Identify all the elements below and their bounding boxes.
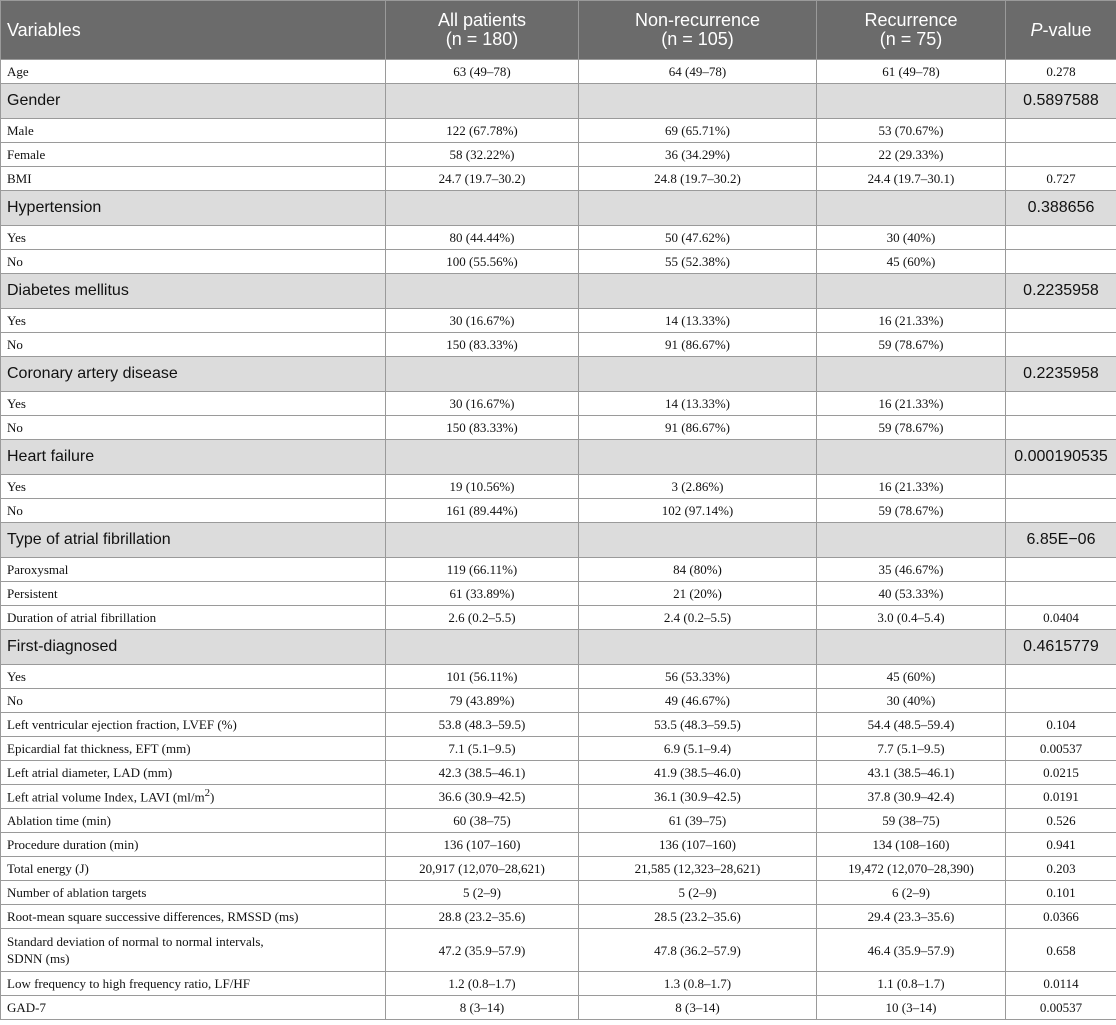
row-label: Yes [1, 665, 386, 689]
row-label: Paroxysmal [1, 558, 386, 582]
row-hypertension-yes [1, 226, 1116, 250]
row-cad-no [1, 416, 1116, 440]
cell-rec: 7.7 (5.1–9.5) [817, 737, 1006, 761]
cell-p: 0.101 [1006, 881, 1116, 905]
cell-nonrec: 64 (49–78) [579, 60, 817, 84]
cell-all: 8 (3–14) [386, 996, 579, 1020]
cell-p [1006, 226, 1116, 250]
cell-rec: 29.4 (23.3–35.6) [817, 905, 1006, 929]
cell-p [1006, 475, 1116, 499]
header-all-n: (n = 180) [445, 29, 519, 49]
row-label: Duration of atrial fibrillation [1, 606, 386, 630]
header-non-recurrence [579, 1, 817, 60]
cell-nonrec: 8 (3–14) [579, 996, 817, 1020]
cell-p [1006, 143, 1116, 167]
lavi-label-main: Left atrial volume Index, LAVI (ml/m [7, 789, 205, 805]
row-age [1, 60, 1116, 84]
cell-nonrec: 36 (34.29%) [579, 143, 817, 167]
section-p: 0.000190535 [1006, 440, 1116, 475]
row-label: Female [1, 143, 386, 167]
cell-p: 0.203 [1006, 857, 1116, 881]
cell-all: 47.2 (35.9–57.9) [386, 929, 579, 972]
row-gender-male [1, 119, 1116, 143]
section-label: Heart failure [1, 440, 386, 475]
cell-all: 61 (33.89%) [386, 582, 579, 606]
header-rec-title: Recurrence [864, 10, 958, 30]
row-procedure-duration [1, 833, 1116, 857]
cell-p: 0.0191 [1006, 785, 1116, 809]
header-all-title: All patients [437, 10, 527, 30]
cell-p [1006, 250, 1116, 274]
section-label: Diabetes mellitus [1, 274, 386, 309]
cell-nonrec: 5 (2–9) [579, 881, 817, 905]
section-hypertension [1, 191, 1116, 226]
row-label: Yes [1, 475, 386, 499]
row-af-paroxysmal [1, 558, 1116, 582]
row-fd-yes [1, 665, 1116, 689]
cell-nonrec: 24.8 (19.7–30.2) [579, 167, 817, 191]
cell-all: 161 (89.44%) [386, 499, 579, 523]
cell-p: 0.0404 [1006, 606, 1116, 630]
cell-all: 136 (107–160) [386, 833, 579, 857]
row-label: Yes [1, 226, 386, 250]
cell-rec: 19,472 (12,070–28,390) [817, 857, 1006, 881]
cell-nonrec: 56 (53.33%) [579, 665, 817, 689]
row-label: Ablation time (min) [1, 809, 386, 833]
row-label: Total energy (J) [1, 857, 386, 881]
row-gender-female [1, 143, 1116, 167]
header-nonrec-n: (n = 105) [661, 29, 734, 49]
cell-all: 20,917 (12,070–28,621) [386, 857, 579, 881]
cell-rec: 16 (21.33%) [817, 392, 1006, 416]
cell-all: 101 (56.11%) [386, 665, 579, 689]
row-label: No [1, 250, 386, 274]
table-header [1, 1, 1116, 60]
row-label: Left ventricular ejection fraction, LVEF (%) [1, 713, 386, 737]
cell-p [1006, 582, 1116, 606]
row-eft [1, 737, 1116, 761]
cell-rec: 16 (21.33%) [817, 475, 1006, 499]
cell-p: 0.00537 [1006, 737, 1116, 761]
row-label: No [1, 416, 386, 440]
cell-nonrec: 91 (86.67%) [579, 333, 817, 357]
cell-all: 36.6 (30.9–42.5) [386, 785, 579, 809]
cell-all: 150 (83.33%) [386, 416, 579, 440]
cell-rec: 61 (49–78) [817, 60, 1006, 84]
row-af-persistent [1, 582, 1116, 606]
row-lad [1, 761, 1116, 785]
section-label: Gender [1, 84, 386, 119]
cell-rec: 10 (3–14) [817, 996, 1006, 1020]
cell-nonrec: 2.4 (0.2–5.5) [579, 606, 817, 630]
cell-rec: 59 (78.67%) [817, 416, 1006, 440]
row-label [1, 785, 386, 809]
header-p-value [1006, 1, 1116, 60]
cell-all: 53.8 (48.3–59.5) [386, 713, 579, 737]
row-hf-yes [1, 475, 1116, 499]
header-all-patients [386, 1, 579, 60]
cell-nonrec: 69 (65.71%) [579, 119, 817, 143]
cell-p: 0.941 [1006, 833, 1116, 857]
section-label: Type of atrial fibrillation [1, 523, 386, 558]
cell-p: 0.278 [1006, 60, 1116, 84]
section-p: 0.2235958 [1006, 357, 1116, 392]
cell-nonrec: 102 (97.14%) [579, 499, 817, 523]
header-recurrence [817, 1, 1006, 60]
cell-p: 0.0114 [1006, 972, 1116, 996]
section-label: Coronary artery disease [1, 357, 386, 392]
cell-nonrec: 21 (20%) [579, 582, 817, 606]
cell-nonrec: 1.3 (0.8–1.7) [579, 972, 817, 996]
cell-p [1006, 499, 1116, 523]
cell-p [1006, 309, 1116, 333]
row-hf-no [1, 499, 1116, 523]
cell-rec: 59 (78.67%) [817, 499, 1006, 523]
row-label: Low frequency to high frequency ratio, LF/HF [1, 972, 386, 996]
cell-rec: 24.4 (19.7–30.1) [817, 167, 1006, 191]
cell-nonrec: 61 (39–75) [579, 809, 817, 833]
cell-rec: 30 (40%) [817, 689, 1006, 713]
cell-rec: 30 (40%) [817, 226, 1006, 250]
row-lavi [1, 785, 1116, 809]
cell-rec: 54.4 (48.5–59.4) [817, 713, 1006, 737]
cell-rec: 1.1 (0.8–1.7) [817, 972, 1006, 996]
cell-rec: 16 (21.33%) [817, 309, 1006, 333]
row-label: No [1, 499, 386, 523]
cell-rec: 59 (78.67%) [817, 333, 1006, 357]
cell-p [1006, 119, 1116, 143]
cell-all: 1.2 (0.8–1.7) [386, 972, 579, 996]
cell-rec: 6 (2–9) [817, 881, 1006, 905]
row-lvef [1, 713, 1116, 737]
cell-all: 119 (66.11%) [386, 558, 579, 582]
section-diabetes [1, 274, 1116, 309]
cell-rec: 3.0 (0.4–5.4) [817, 606, 1006, 630]
cell-p [1006, 416, 1116, 440]
row-hypertension-no [1, 250, 1116, 274]
cell-all: 58 (32.22%) [386, 143, 579, 167]
cell-p: 0.00537 [1006, 996, 1116, 1020]
section-gender [1, 84, 1116, 119]
section-label: Hypertension [1, 191, 386, 226]
cell-nonrec: 3 (2.86%) [579, 475, 817, 499]
cell-nonrec: 14 (13.33%) [579, 392, 817, 416]
cell-all: 30 (16.67%) [386, 392, 579, 416]
cell-all: 42.3 (38.5–46.1) [386, 761, 579, 785]
row-label: Epicardial fat thickness, EFT (mm) [1, 737, 386, 761]
row-label [1, 929, 386, 972]
sdnn-label-line2: SDNN (ms) [7, 951, 70, 966]
row-lf-hf [1, 972, 1116, 996]
row-total-energy [1, 857, 1116, 881]
cell-p: 0.0366 [1006, 905, 1116, 929]
cell-p [1006, 333, 1116, 357]
lavi-label-sup: 2 [204, 787, 211, 800]
cell-p: 0.526 [1006, 809, 1116, 833]
row-label: Left atrial diameter, LAD (mm) [1, 761, 386, 785]
row-label: Male [1, 119, 386, 143]
cell-nonrec: 47.8 (36.2–57.9) [579, 929, 817, 972]
cell-p [1006, 689, 1116, 713]
row-rmssd [1, 905, 1116, 929]
cell-rec: 46.4 (35.9–57.9) [817, 929, 1006, 972]
cell-all: 79 (43.89%) [386, 689, 579, 713]
row-label: Yes [1, 392, 386, 416]
section-p: 0.2235958 [1006, 274, 1116, 309]
row-af-duration [1, 606, 1116, 630]
cell-rec: 59 (38–75) [817, 809, 1006, 833]
cell-all: 63 (49–78) [386, 60, 579, 84]
cell-rec: 45 (60%) [817, 250, 1006, 274]
row-label: BMI [1, 167, 386, 191]
section-p: 0.388656 [1006, 191, 1116, 226]
section-heart-failure [1, 440, 1116, 475]
cell-rec: 134 (108–160) [817, 833, 1006, 857]
cell-p: 0.658 [1006, 929, 1116, 972]
cell-p: 0.104 [1006, 713, 1116, 737]
section-p: 0.5897588 [1006, 84, 1116, 119]
sdnn-label-line1: Standard deviation of normal to normal intervals, [7, 934, 264, 949]
cell-nonrec: 136 (107–160) [579, 833, 817, 857]
row-label: No [1, 333, 386, 357]
row-fd-no [1, 689, 1116, 713]
row-label: Persistent [1, 582, 386, 606]
row-sdnn [1, 929, 1116, 972]
cell-rec: 40 (53.33%) [817, 582, 1006, 606]
cell-rec: 45 (60%) [817, 665, 1006, 689]
row-label: Root-mean square successive differences, RMSSD (ms) [1, 905, 386, 929]
cell-p [1006, 392, 1116, 416]
cell-all: 28.8 (23.2–35.6) [386, 905, 579, 929]
row-ablation-time [1, 809, 1116, 833]
cell-nonrec: 84 (80%) [579, 558, 817, 582]
cell-all: 60 (38–75) [386, 809, 579, 833]
cell-p [1006, 665, 1116, 689]
cell-nonrec: 55 (52.38%) [579, 250, 817, 274]
cell-p: 0.727 [1006, 167, 1116, 191]
cell-all: 7.1 (5.1–9.5) [386, 737, 579, 761]
cell-all: 100 (55.56%) [386, 250, 579, 274]
header-p-rest: -value [1042, 19, 1092, 40]
cell-all: 150 (83.33%) [386, 333, 579, 357]
row-label: GAD-7 [1, 996, 386, 1020]
cell-rec: 43.1 (38.5–46.1) [817, 761, 1006, 785]
section-p: 0.4615779 [1006, 630, 1116, 665]
row-label: No [1, 689, 386, 713]
cell-all: 5 (2–9) [386, 881, 579, 905]
cell-nonrec: 53.5 (48.3–59.5) [579, 713, 817, 737]
row-label: Procedure duration (min) [1, 833, 386, 857]
cell-nonrec: 6.9 (5.1–9.4) [579, 737, 817, 761]
section-p: 6.85E−06 [1006, 523, 1116, 558]
cell-all: 80 (44.44%) [386, 226, 579, 250]
section-coronary-artery-disease [1, 357, 1116, 392]
section-first-diagnosed [1, 630, 1116, 665]
cell-all: 2.6 (0.2–5.5) [386, 606, 579, 630]
row-bmi [1, 167, 1116, 191]
cell-rec: 53 (70.67%) [817, 119, 1006, 143]
cell-all: 30 (16.67%) [386, 309, 579, 333]
header-rec-n: (n = 75) [879, 29, 943, 49]
section-af-type [1, 523, 1116, 558]
cell-nonrec: 14 (13.33%) [579, 309, 817, 333]
row-cad-yes [1, 392, 1116, 416]
cell-all: 122 (67.78%) [386, 119, 579, 143]
row-ablation-targets [1, 881, 1116, 905]
row-diabetes-no [1, 333, 1116, 357]
cell-nonrec: 50 (47.62%) [579, 226, 817, 250]
cell-nonrec: 91 (86.67%) [579, 416, 817, 440]
row-gad-7 [1, 996, 1116, 1020]
cell-p: 0.0215 [1006, 761, 1116, 785]
section-label: First-diagnosed [1, 630, 386, 665]
cell-rec: 37.8 (30.9–42.4) [817, 785, 1006, 809]
cell-nonrec: 36.1 (30.9–42.5) [579, 785, 817, 809]
cell-nonrec: 41.9 (38.5–46.0) [579, 761, 817, 785]
row-label: Number of ablation targets [1, 881, 386, 905]
cell-nonrec: 21,585 (12,323–28,621) [579, 857, 817, 881]
header-nonrec-title: Non-recurrence [634, 10, 761, 30]
header-p-italic: P [1030, 19, 1043, 40]
cell-nonrec: 28.5 (23.2–35.6) [579, 905, 817, 929]
cell-all: 24.7 (19.7–30.2) [386, 167, 579, 191]
cell-rec: 35 (46.67%) [817, 558, 1006, 582]
cell-p [1006, 558, 1116, 582]
row-label: Age [1, 60, 386, 84]
row-diabetes-yes [1, 309, 1116, 333]
cell-nonrec: 49 (46.67%) [579, 689, 817, 713]
header-variables: Variables [1, 1, 386, 60]
cell-all: 19 (10.56%) [386, 475, 579, 499]
cell-rec: 22 (29.33%) [817, 143, 1006, 167]
row-label: Yes [1, 309, 386, 333]
lavi-label-end: ) [210, 789, 215, 805]
